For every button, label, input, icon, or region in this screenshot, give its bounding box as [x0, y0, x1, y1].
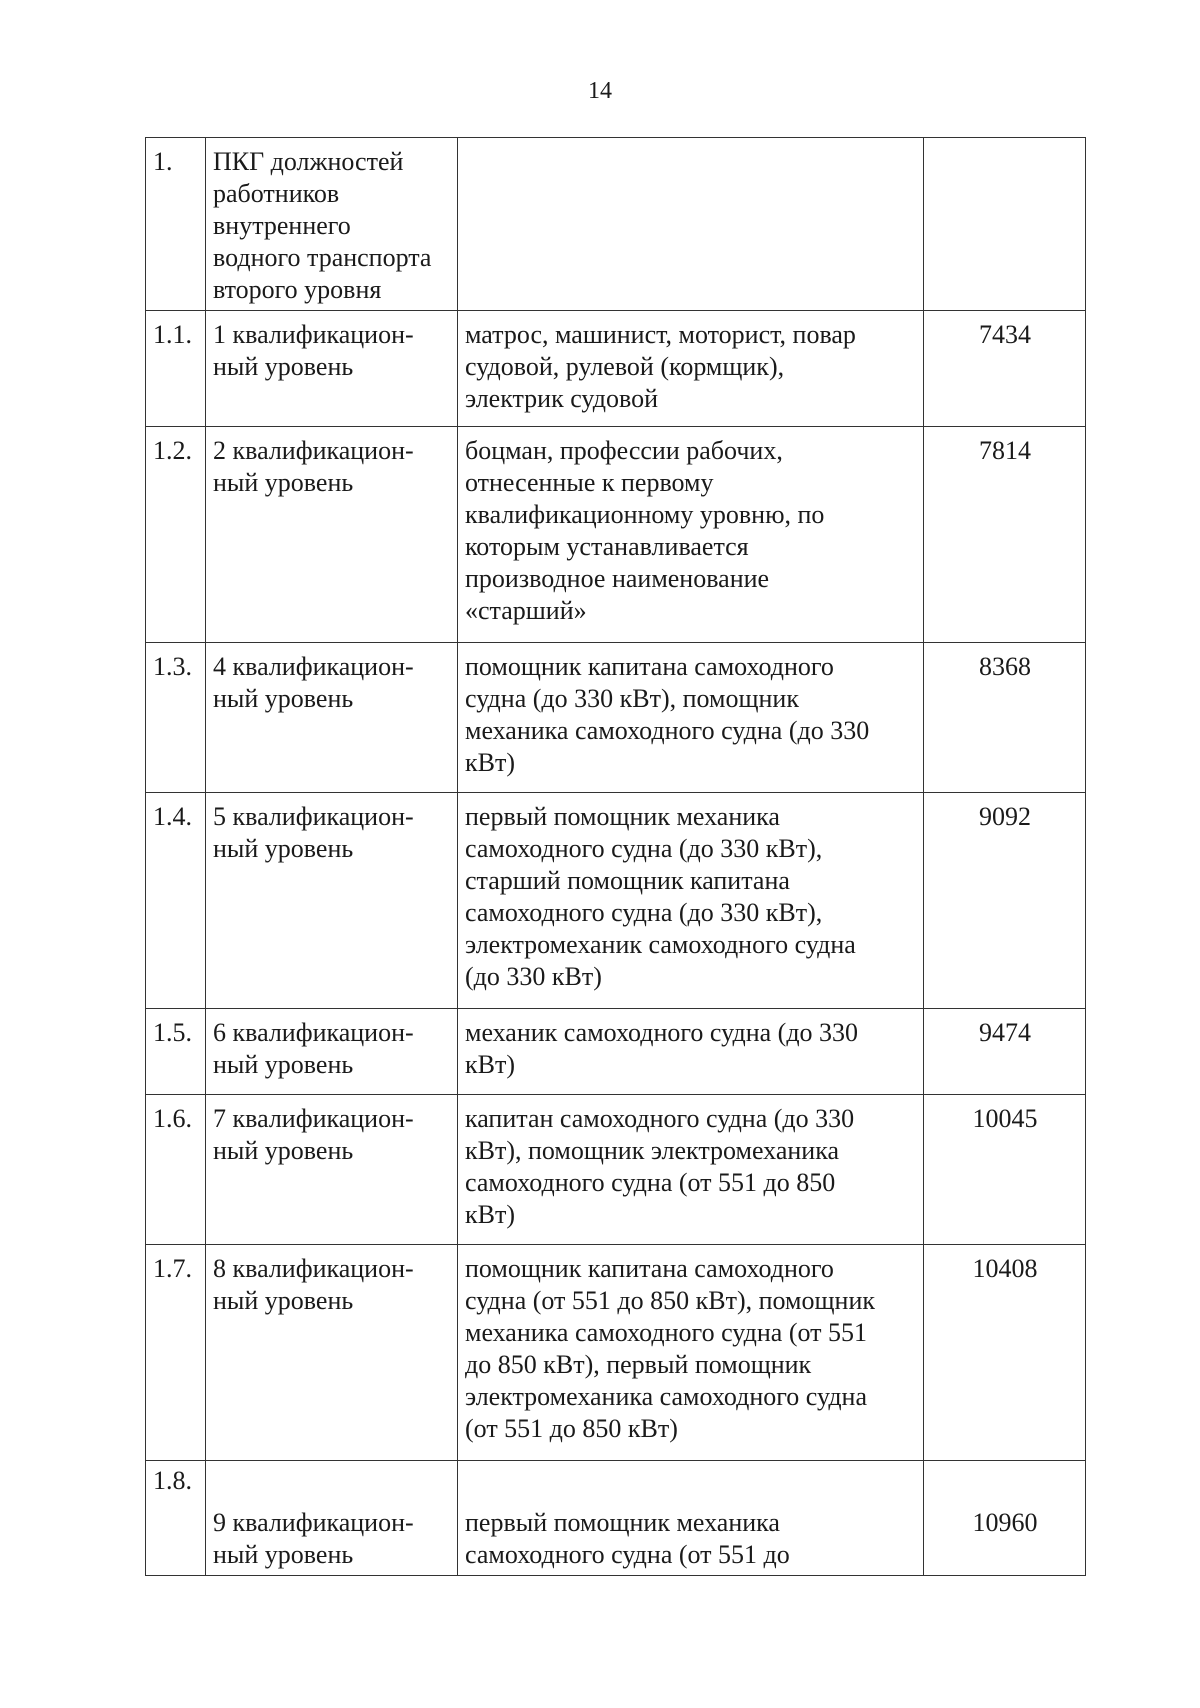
cell-line: ный уровень	[213, 684, 354, 713]
cell-line: 2 квалификацион-	[213, 436, 414, 465]
cell-line: водного транспорта	[213, 243, 432, 272]
salary-value-cell: 7814	[924, 427, 1086, 643]
cell-line: второго уровня	[213, 275, 382, 304]
salary-value-cell: 9092	[924, 793, 1086, 1009]
cell-line: которым устанавливается	[465, 532, 749, 561]
salary-value-cell: 10960	[924, 1461, 1086, 1576]
group-name-cell	[206, 1095, 458, 1245]
cell-line: ный уровень	[213, 1286, 354, 1315]
row-number-cell: 1.5.	[146, 1009, 206, 1095]
salary-value-cell: 8368	[924, 643, 1086, 793]
group-name-cell	[206, 1009, 458, 1095]
positions-cell	[458, 427, 924, 643]
cell-line: ный уровень	[213, 1540, 354, 1569]
cell-line: (до 330 кВт)	[465, 962, 602, 991]
group-name-cell	[206, 311, 458, 427]
cell-line: квалификационному уровню, по	[465, 500, 825, 529]
cell-line: 6 квалификацион-	[213, 1018, 414, 1047]
cell-line: ПКГ должностей	[213, 147, 404, 176]
row-number-cell: 1.	[146, 138, 206, 311]
table-row	[146, 1009, 1086, 1095]
cell-line: самоходного судна (от 551 до	[465, 1540, 790, 1569]
cell-line: судна (от 551 до 850 кВт), помощник	[465, 1286, 875, 1315]
cell-line: кВт)	[465, 1050, 515, 1079]
cell-line: ный уровень	[213, 468, 354, 497]
positions-cell	[458, 1009, 924, 1095]
cell-line: электромеханика самоходного судна	[465, 1382, 867, 1411]
cell-line: первый помощник механика	[465, 1508, 780, 1537]
salary-value-cell: 7434	[924, 311, 1086, 427]
group-name-cell	[206, 138, 458, 311]
positions-cell	[458, 643, 924, 793]
cell-line: механик самоходного судна (до 330	[465, 1018, 859, 1047]
salary-table	[145, 137, 1086, 1576]
cell-line: ный уровень	[213, 1050, 354, 1079]
table-row	[146, 793, 1086, 1009]
cell-line: работников	[213, 179, 340, 208]
cell-line: ный уровень	[213, 834, 354, 863]
cell-line: (от 551 до 850 кВт)	[465, 1414, 678, 1443]
cell-line: 5 квалификацион-	[213, 802, 414, 831]
cell-line: помощник капитана самоходного	[465, 652, 834, 681]
row-number-cell: 1.8.	[146, 1461, 206, 1576]
cell-line: ный уровень	[213, 352, 354, 381]
cell-line: до 850 кВт), первый помощник	[465, 1350, 812, 1379]
positions-cell	[458, 1461, 924, 1576]
cell-line: кВт), помощник электромеханика	[465, 1136, 839, 1165]
cell-line: самоходного судна (до 330 кВт),	[465, 834, 823, 863]
salary-value-cell: 10045	[924, 1095, 1086, 1245]
table-row	[146, 1095, 1086, 1245]
row-number-cell: 1.4.	[146, 793, 206, 1009]
row-number-cell: 1.7.	[146, 1245, 206, 1461]
positions-cell	[458, 311, 924, 427]
salary-value-cell: 10408	[924, 1245, 1086, 1461]
positions-cell	[458, 138, 924, 311]
cell-line: 4 квалификацион-	[213, 652, 414, 681]
table-row	[146, 138, 1086, 311]
row-number-cell: 1.3.	[146, 643, 206, 793]
table-row	[146, 311, 1086, 427]
table-row	[146, 1245, 1086, 1461]
cell-line: старший помощник капитана	[465, 866, 790, 895]
salary-value-cell	[924, 138, 1086, 311]
cell-line: электрик судовой	[465, 384, 659, 413]
group-name-cell	[206, 1461, 458, 1576]
cell-line: капитан самоходного судна (до 330	[465, 1104, 855, 1133]
table-row	[146, 427, 1086, 643]
group-name-cell	[206, 643, 458, 793]
table-row	[146, 1461, 1086, 1576]
cell-line: судна (до 330 кВт), помощник	[465, 684, 799, 713]
cell-line: самоходного судна (от 551 до 850	[465, 1168, 836, 1197]
cell-line: отнесенные к первому	[465, 468, 714, 497]
group-name-cell	[206, 1245, 458, 1461]
positions-cell	[458, 1095, 924, 1245]
group-name-cell	[206, 427, 458, 643]
cell-line: первый помощник механика	[465, 802, 780, 831]
cell-line: производное наименование	[465, 564, 770, 593]
cell-line: кВт)	[465, 748, 515, 777]
table-row	[146, 643, 1086, 793]
cell-line: помощник капитана самоходного	[465, 1254, 834, 1283]
positions-cell	[458, 793, 924, 1009]
cell-line: кВт)	[465, 1200, 515, 1229]
group-name-cell	[206, 793, 458, 1009]
row-number-cell: 1.1.	[146, 311, 206, 427]
cell-line: «старший»	[465, 596, 587, 625]
salary-value-cell: 9474	[924, 1009, 1086, 1095]
cell-line: ный уровень	[213, 1136, 354, 1165]
row-number-cell: 1.2.	[146, 427, 206, 643]
cell-line: судовой, рулевой (кормщик),	[465, 352, 785, 381]
cell-line: 9 квалификацион-	[213, 1508, 414, 1537]
cell-line: 7 квалификацион-	[213, 1104, 414, 1133]
page-number: 14	[588, 78, 612, 104]
cell-line: электромеханик самоходного судна	[465, 930, 856, 959]
cell-line: боцман, профессии рабочих,	[465, 436, 783, 465]
cell-line: 1 квалификацион-	[213, 320, 414, 349]
positions-cell	[458, 1245, 924, 1461]
cell-line: матрос, машинист, моторист, повар	[465, 320, 856, 349]
row-number-cell: 1.6.	[146, 1095, 206, 1245]
cell-line: механика самоходного судна (до 330	[465, 716, 870, 745]
cell-line: внутреннего	[213, 211, 351, 240]
cell-line: самоходного судна (до 330 кВт),	[465, 898, 823, 927]
cell-line: 8 квалификацион-	[213, 1254, 414, 1283]
cell-line: механика самоходного судна (от 551	[465, 1318, 867, 1347]
